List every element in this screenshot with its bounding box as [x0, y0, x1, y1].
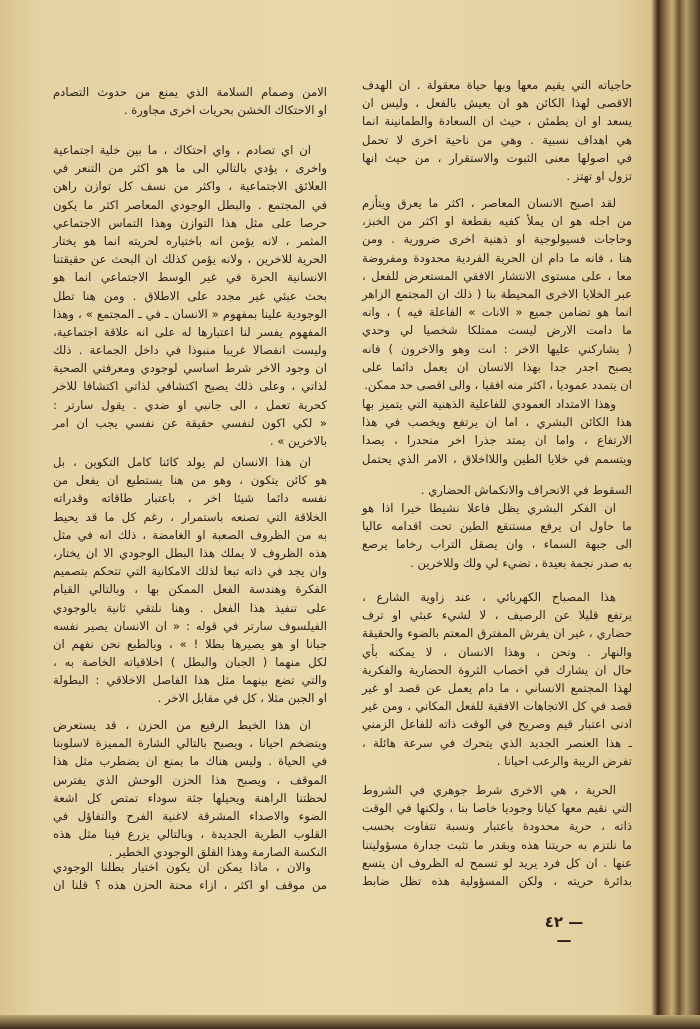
page-number: — ٤٢ — — [544, 913, 584, 949]
text-line: لذاتي ، وعلى ذلك يصبح اكتشافي لذاتي اكتشافا للاخر — [53, 379, 327, 394]
text-line: ان وجود الاخر شرط اساسي لوجودي ومعرفتي الصحية — [53, 361, 327, 376]
paragraph — [362, 499, 632, 572]
text-line: الانسانية الحرة في غير الوسط الاجتماعي انما هو — [53, 270, 327, 285]
text-line: عنها . ان كل فرد يريد لو تسمح له الظروف ان يتسع — [362, 855, 632, 870]
text-line: في الحياة . وليس هناك ما يمنع ان يضطرب مثل هذا — [53, 754, 327, 769]
text-line: واخرى ، يؤدي بالتالي الى ما هو اكثر من التنعر في — [53, 161, 327, 176]
text-line: حال ان يشارك في اخصاب الثروة الحضارية والفكرية — [362, 662, 632, 677]
text-line: الخلاقة التي تصنعه باستمرار ، رغم كل ما قد يحيط — [53, 509, 327, 524]
text-line: وهذا الامتداد العمودي للفاعلية الذهنية التي يتميز بها — [362, 397, 616, 411]
text-line: جبانا او هو يصيرها بطلا ! » ، وبالطبع نحن نفهم ان — [53, 636, 327, 651]
paragraph — [362, 588, 632, 770]
text-line: الارتفاع ، واما ان يمتد جذرا اخر منحدرا ، يصدا — [362, 433, 632, 448]
text-line: ويتضخم احيانا ، ويصبح بالتالي الشارة المميزة لاسلوبنا — [53, 736, 327, 751]
paragraph — [362, 395, 632, 468]
text-line: هو كائن يتكون ، وهو من هنا يستطيع ان يفعل من — [53, 473, 327, 488]
text-line: الفيلسوف سارتر في قوله : « ان الانسان يصير نفسه — [53, 618, 327, 633]
text-line: الفكرة وهندسة الفعل الممكن بها ، وبالتالي القيام — [53, 582, 327, 597]
text-line: الحرية ، هي الاخرى شرط جوهري في الشروط — [362, 783, 616, 797]
text-line: ان هذا الخيط الرفيع من الحزن ، قد يستعرض — [53, 718, 311, 732]
text-line: يسعد او ان يطمئن ، حيث ان السعادة والطمانينة انما — [362, 114, 632, 129]
paragraph — [53, 453, 327, 708]
text-line: يصبح اجدر جدا بهذا الانسان ان يعمل دائما على — [362, 359, 632, 374]
text-line: وحاجات فسيولوجية او ذهنية اخرى ضرورية . ومن — [362, 232, 632, 247]
text-line: به من الظروف الصعبة او الغامضة ، ذلك انه في مثل — [53, 527, 327, 542]
text-line: انما هو تضامن جميع « الانات » الفاعلة فيه ) ، وانه — [362, 305, 632, 320]
text-line: حاجياته التي يقيم معها وبها حياة معقولة . ان الهدف — [362, 78, 632, 92]
text-line: في اصولها معنى الثبوت والاستقرار ، من حيث انها — [362, 150, 632, 165]
text-line: لحظتنا الراهنة ويحيلها جثة سوداء تمتص كل اشعة — [53, 790, 327, 805]
text-line: العلائق الاجتماعية ، واكثر من نسف كل توازن راهن — [53, 179, 327, 194]
text-line: تزول او تهتز . — [566, 168, 632, 183]
text-line: الاقصى لهذا الكائن هو ان يعيش بالفعل ، وليس ان — [362, 96, 632, 111]
text-line: او الجبن مثلا ، كل في مقابل الاخر . — [157, 691, 327, 706]
text-line: به صدر نجمة بعيدة ، تضيء لي ولك وللاخرين . — [410, 555, 632, 570]
paragraph — [53, 716, 327, 862]
text-line: الوجودية علينا بمفهوم « الانسان ـ في ـ المجتمع » ، وهذا — [53, 306, 327, 321]
text-line: لقد اصبح الانسان المعاصر ، اكثر ما يعرق ويتأزم — [362, 196, 616, 210]
text-line: عبر الخلايا الاخرى المحيطة بنا ( ذلك ان المجتمع الزاهر — [362, 286, 632, 301]
text-line: « لكي اكون لنفسي حقيقة عن نفسي يجب ان امر — [53, 415, 327, 430]
text-line: ما حاول ان يرفع مستنقع الطين تحت اقدامه عاليا — [362, 519, 632, 534]
text-line: من موقف او اكثر ، ازاء محنة الحزن هذه ؟ قلنا ان — [53, 878, 327, 893]
text-line: هذا الكائن البشري ، اما ان يرتفع ويخصب في هذا — [362, 415, 632, 430]
text-line: ان اي تصادم ، واي احتكاك ، ما بين خلية اجتماعية — [53, 143, 311, 157]
text-line: ما دامت الارض ليست ممتلكا شخصيا لي وحدي — [362, 323, 632, 338]
text-line: من اجله هو ان يملأ كفيه بقطعة او اكثر من الخبز، — [362, 214, 632, 229]
text-line: معا ، على مستوى الانتشار الافقي المستعرض للفعل ، — [362, 268, 632, 283]
text-line: على تنفيذ هذا الفعل . وهنا نلتقي ثانية بالوجودي — [53, 600, 327, 615]
text-line: ان يتمدد عموديا ، اكثر منه افقيا ، والى اقصى حد ممكن. — [364, 377, 632, 392]
text-line: ـ هذا العنصر الجديد الذي يتحرك في سرعة هائلة ، — [362, 735, 632, 750]
text-line: هنا ، فانه ما دام ان الحرية الفردية محدودة ومفروضة — [362, 250, 632, 265]
page-bottom-edge — [0, 1015, 700, 1029]
text-line: والان ، ماذا يمكن ان يكون اختيار بطلنا الوجودي — [53, 860, 311, 874]
text-line: الحرية للاخرين ، ولانه يؤمن كذلك ان البحث عن حقيقتنا — [53, 252, 327, 267]
text-line: نفسه دائما شيئا اخر ، باعتبار طاقاته وقدراته — [53, 491, 327, 506]
text-line: المفهوم يفسر لنا اعتبارها له على انه علاقة اجتماعية، — [53, 324, 327, 339]
text-line: والتي تضع بينهما مثل هذا الفاصل الاخلاقي : البطولة — [53, 673, 327, 688]
paragraph — [362, 194, 632, 394]
paragraph — [362, 481, 632, 499]
text-line: بحث عبثي غير مجدد على الاطلاق . ومن هنا تطل — [53, 288, 327, 303]
text-line: ذاته ، حرية محدودة باعتبار ونسبة تتفاوت بحسب — [362, 819, 632, 834]
paragraph — [53, 858, 327, 894]
text-line: قصد في كل الاتجاهات الافقية للفعل المكاني ، ومن غير — [362, 699, 632, 714]
text-line: او الاحتكاك الخشن بحريات اخرى مجاورة . — [123, 103, 327, 118]
paragraph — [362, 76, 632, 185]
text-line: المثمر ، لانه يؤمن انه باختياره لحريته انما هو يختار — [53, 233, 327, 248]
text-line: الامن وصمام السلامة الذي يمنع من حدوث التصادم — [53, 85, 327, 99]
text-line: الى جبهة السماء ، وان يصقل التراب رخاما يرصع — [362, 537, 632, 552]
paragraph — [362, 781, 632, 890]
text-line: في المجتمع . والبطل الوجودي المعاصر اكثر ما يكون — [53, 197, 327, 212]
paragraph — [53, 83, 327, 119]
text-line: القلوب الطرية الجديدة ، وبالتالي يزرع فينا مثل هذه — [53, 827, 327, 842]
text-line: ان الفكر البشري يظل فاعلا نشيطا خيرا اذا هو — [362, 501, 616, 515]
text-line: ( يشاركني عليها الاخر : انت وهو والاخرون ) فانه — [362, 341, 632, 356]
text-line: الموقف ، ويصبح هذا الحزن الوحش الذي يفترس — [53, 772, 327, 787]
text-line: هي اهداف نسبية . وهي من ناحية اخرى لا تحمل — [362, 132, 632, 147]
text-line: السقوط في الانحراف والانكماش الحضاري . — [420, 483, 632, 497]
text-line: ان هذا الانسان لم يولد كائنا كامل التكوين ، بل — [53, 455, 311, 469]
text-line: ما نلتزم به حريتنا هذه وبقدر ما تثبت جدارة مسؤوليتنا — [362, 837, 632, 852]
text-line: والنهار . ونحن ، وهذا الانسان ، لا يمكنه بأي — [362, 644, 632, 659]
text-line: النكسة الصارمة وهذا القلق الوجودي الخطير . — [108, 845, 327, 860]
text-line: بالاخرين » . — [269, 434, 327, 448]
text-line: التي نقيم معها كيانا وجوديا خاصا بنا ، ولكنها في الوقت — [362, 801, 632, 816]
text-line: تفرض الريبة والرعب احيانا . — [496, 753, 632, 768]
text-line: ويتسمم في خلايا الطين واللااخلاق ، الامر الذي يحتمل — [362, 451, 632, 466]
text-line: ادنى اعتبار قيم وصريح في الوقت ذاته للفاعل الزمني — [362, 717, 632, 732]
text-line: هذه الظروف لا يملك هذا البطل الوجودي الا ان يختار، — [53, 545, 327, 560]
text-line: كحرية تعمل ، الى جانبي او ضدي . يقول سارتر : — [53, 397, 327, 412]
text-line: يرتفع قليلا عن الرصيف ، لا لشيء عبثي او ترف — [362, 608, 632, 623]
text-line: وان يجد في ذاته تبعا لذلك الامكانية التي تتحكم بتصميم — [53, 564, 327, 579]
text-line: الضوء والاصداء المشرقة لاغنية الفرح والتفاؤل في — [53, 808, 327, 823]
text-line: هذا المصباح الكهربائي ، عند زاوية الشارع ، — [362, 590, 616, 604]
text-line: حرصا على مثل هذا التوازن وهذا التماس الاجتماعي — [53, 215, 327, 230]
text-line: لكل منهما ( الجبان والبطل ) اخلاقياته الخاصة به ، — [53, 655, 327, 670]
text-line: حضاري ، غير ان يفرش المفترق المعتم بالضوء والحقيقة — [362, 626, 632, 641]
text-line: وليست انفصالا غريبا منبوذا في داخل الجماعة . ذلك — [53, 343, 327, 358]
text-line: لهذا المجتمع الانساني ، ما دام يعمل عن قصد او غير — [362, 680, 632, 695]
text-line: بدائرة حريته ، ولكن المسؤولية هذه تظل ضابط — [362, 873, 632, 888]
paragraph — [53, 141, 327, 450]
